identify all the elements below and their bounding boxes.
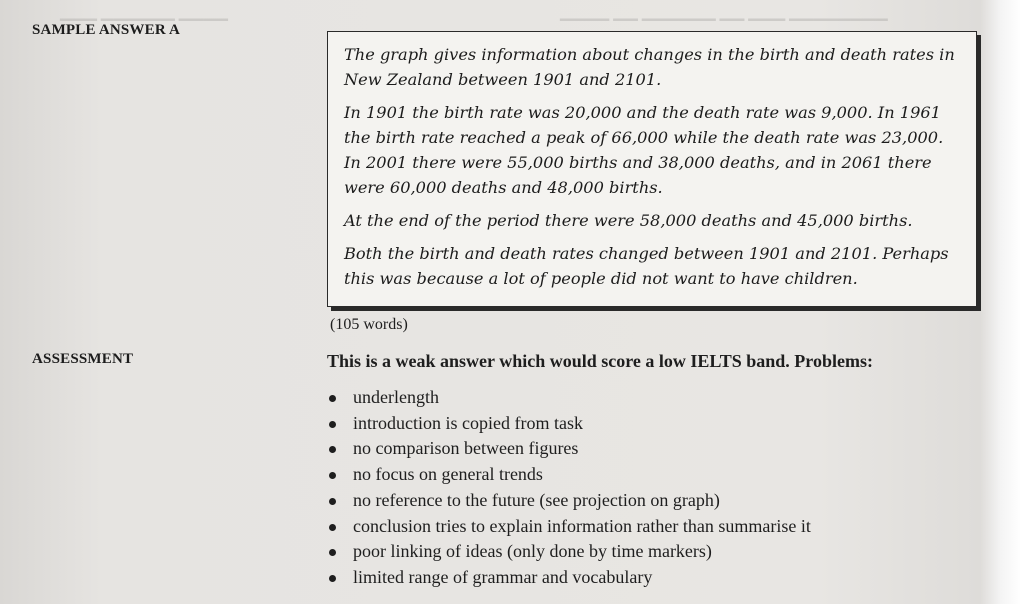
answer-paragraph: In 1901 the birth rate was 20,000 and the death rate was 9,000. In 1961 the birth rate reached a peak of 66,000 while the death rate was 23,000. In 2001 there were 55,000 births and 38,000 deaths, and in 2061 there were 60,000 deaths and 48,000 births.	[344, 103, 944, 197]
bullet-icon	[329, 575, 336, 582]
bullet-icon	[329, 549, 336, 556]
problem-item	[327, 488, 811, 514]
problem-item	[327, 539, 811, 565]
bullet-icon	[329, 472, 336, 479]
problem-text: no comparison between figures	[353, 438, 579, 459]
answer-paragraph: Both the birth and death rates changed between 1901 and 2101. Perhaps this was because a lot of people did not want to have children.	[344, 244, 949, 288]
problem-text: introduction is copied from task	[353, 412, 583, 433]
assessment-intro: This is a weak answer which would score a low IELTS band. Problems:	[327, 351, 873, 371]
problem-list	[327, 385, 811, 591]
problem-text: no reference to the future (see projection on graph)	[353, 489, 720, 510]
problem-item	[327, 385, 811, 411]
problem-text: conclusion tries to explain information rather than summarise it	[353, 515, 811, 536]
bleed-through-left: ▁▁▁ ▁▁▁▁▁▁ ▁▁▁▁	[60, 4, 228, 21]
problem-item	[327, 514, 811, 540]
problem-item	[327, 436, 811, 462]
problem-text: underlength	[353, 387, 439, 407]
bullet-icon	[329, 446, 336, 453]
answer-paragraph: The graph gives information about changes in the birth and death rates in New Zealand between 1901 and 2101.	[344, 45, 955, 89]
bleed-through-right: ▁▁▁▁ ▁▁ ▁▁▁▁▁▁ ▁▁ ▁▁▁ ▁▁▁▁▁▁▁▁	[560, 4, 888, 21]
problem-item	[327, 462, 811, 488]
problem-text: no focus on general trends	[353, 464, 543, 485]
problem-text: poor linking of ideas (only done by time markers)	[353, 541, 712, 562]
word-count: (105 words)	[330, 316, 408, 333]
bullet-icon	[329, 421, 336, 428]
problem-item	[327, 411, 811, 437]
bullet-icon	[329, 395, 336, 402]
bullet-icon	[329, 498, 336, 505]
problem-text: limited range of grammar and vocabulary	[353, 566, 653, 587]
sample-answer-box	[327, 31, 977, 307]
sample-answer-label: SAMPLE ANSWER A	[32, 22, 181, 38]
answer-paragraph: At the end of the period there were 58,000 deaths and 45,000 births.	[344, 211, 913, 230]
problem-item	[327, 565, 811, 591]
bullet-icon	[329, 524, 336, 531]
assessment-label: ASSESSMENT	[32, 351, 134, 367]
